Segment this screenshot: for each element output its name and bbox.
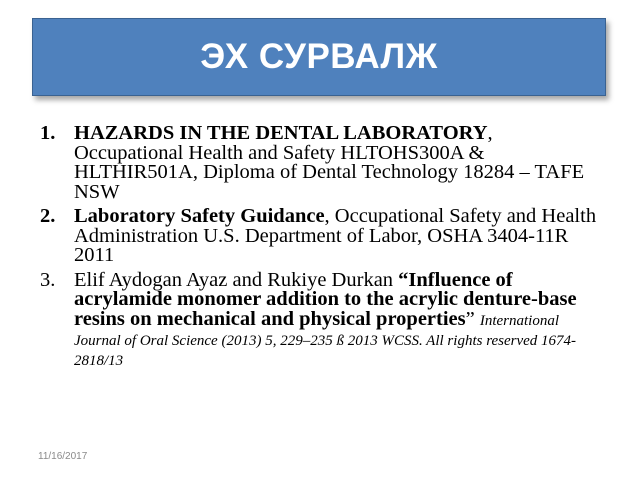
reference-title: “Influence of acrylamide monomer addition to the acrylic denture-base resins on mechanical and physical properties <box>74 268 577 330</box>
reference-text <box>74 268 600 370</box>
reference-text <box>74 207 600 266</box>
reference-item <box>40 268 600 370</box>
reference-title: Laboratory Safety Guidance <box>74 205 325 227</box>
reference-close-quote: ” <box>465 307 480 330</box>
reference-details: , Occupational Health and Safety HLTOHS300A & HLTHIR501A, Diploma of Dental Technology 18284 – TAFE NSW <box>74 122 585 203</box>
title-banner <box>32 18 606 96</box>
slide-date: 11/16/2017 <box>38 451 88 462</box>
reference-text <box>74 124 600 202</box>
reference-number: 1. <box>40 122 56 144</box>
reference-details: , Occupational Safety and Health Administration U.S. Department of Labor, OSHA 3404-11R 2011 <box>74 205 597 266</box>
reference-list <box>40 124 600 375</box>
reference-item <box>40 124 600 202</box>
reference-number: 3. <box>40 268 56 291</box>
reference-item <box>40 207 600 266</box>
reference-number: 2. <box>40 205 56 227</box>
reference-journal: International Journal of Oral Science (2013) 5, 229–235 ß 2013 WCSS. All rights reserved 1674-2818/13 <box>74 312 577 369</box>
reference-authors: Elif Aydogan Ayaz and Rukiye Durkan <box>74 268 399 291</box>
slide-title: ЭХ СУРВАЛЖ <box>200 37 438 76</box>
reference-title: HAZARDS IN THE DENTAL LABORATORY <box>74 122 488 144</box>
